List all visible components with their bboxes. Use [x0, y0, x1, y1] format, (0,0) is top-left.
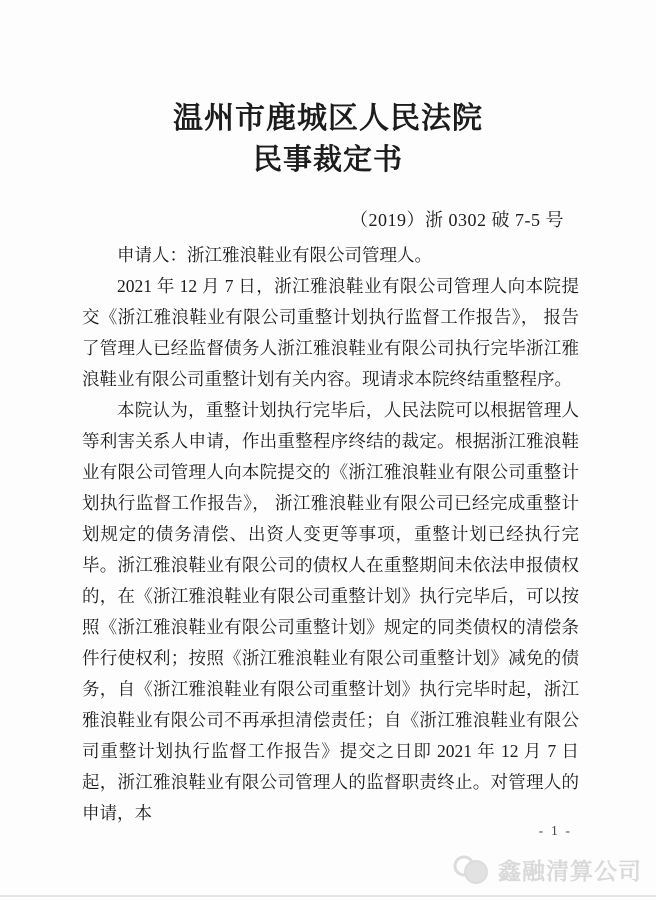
body-paragraph-report: 2021 年 12 月 7 日，浙江雅浪鞋业有限公司管理人向本院提交《浙江雅浪鞋业有限公司重整计划执行监督工作报告》， 报告了管理人已经监督债务人浙江雅浪鞋业有限公司执行完毕浙江雅浪鞋业有限公司重整计划有关内容。现请求本院终结重整程序。	[82, 276, 579, 389]
body-paragraph-applicant: 申请人：浙江雅浪鞋业有限公司管理人。	[117, 245, 432, 265]
document-type-title: 民事裁定书	[252, 144, 403, 176]
document-header	[0, 100, 656, 178]
case-number: （2019）浙 0302 破 7-5 号	[350, 210, 564, 230]
body-paragraph-court-opinion: 本院认为，重整计划执行完毕后，人民法院可以根据管理人等利害关系人申请，作出重整程序终结的裁定。根据浙江雅浪鞋业有限公司管理人向本院提交的《浙江雅浪鞋业有限公司重整计划执行监督工作报告》， 浙江雅浪鞋业有限公司已经完成重整计划规定的债务清偿、出资人变更等事项，重整计划已经执行完毕。浙江雅浪鞋业有限公司的债权人在重整期间未依法申报债权的，在《浙江雅浪鞋业有限公司重整计划》执行完毕后，可以按照《浙江雅浪鞋业有限公司重整计划》规定的同类债权的清偿条件行使权利；按照《浙江雅浪鞋业有限公司重整计划》减免的债务，自《浙江雅浪鞋业有限公司重整计划》执行完毕时起，浙江雅浪鞋业有限公司不再承担清偿责任；自《浙江雅浪鞋业有限公司重整计划执行监督工作报告》提交之日即 2021 年 12 月 7 日起，浙江雅浪鞋业有限公司管理人的监督职责终止。对管理人的申请，本	[82, 400, 579, 823]
scan-bottom-edge	[0, 895, 656, 897]
watermark	[450, 852, 642, 886]
page-number: - 1 -	[538, 824, 572, 839]
court-name-title: 温州市鹿城区人民法院	[173, 102, 483, 135]
watermark-text: 鑫融清算公司	[498, 858, 642, 884]
document-body	[82, 240, 579, 829]
watermark-logo-icon	[450, 852, 494, 886]
